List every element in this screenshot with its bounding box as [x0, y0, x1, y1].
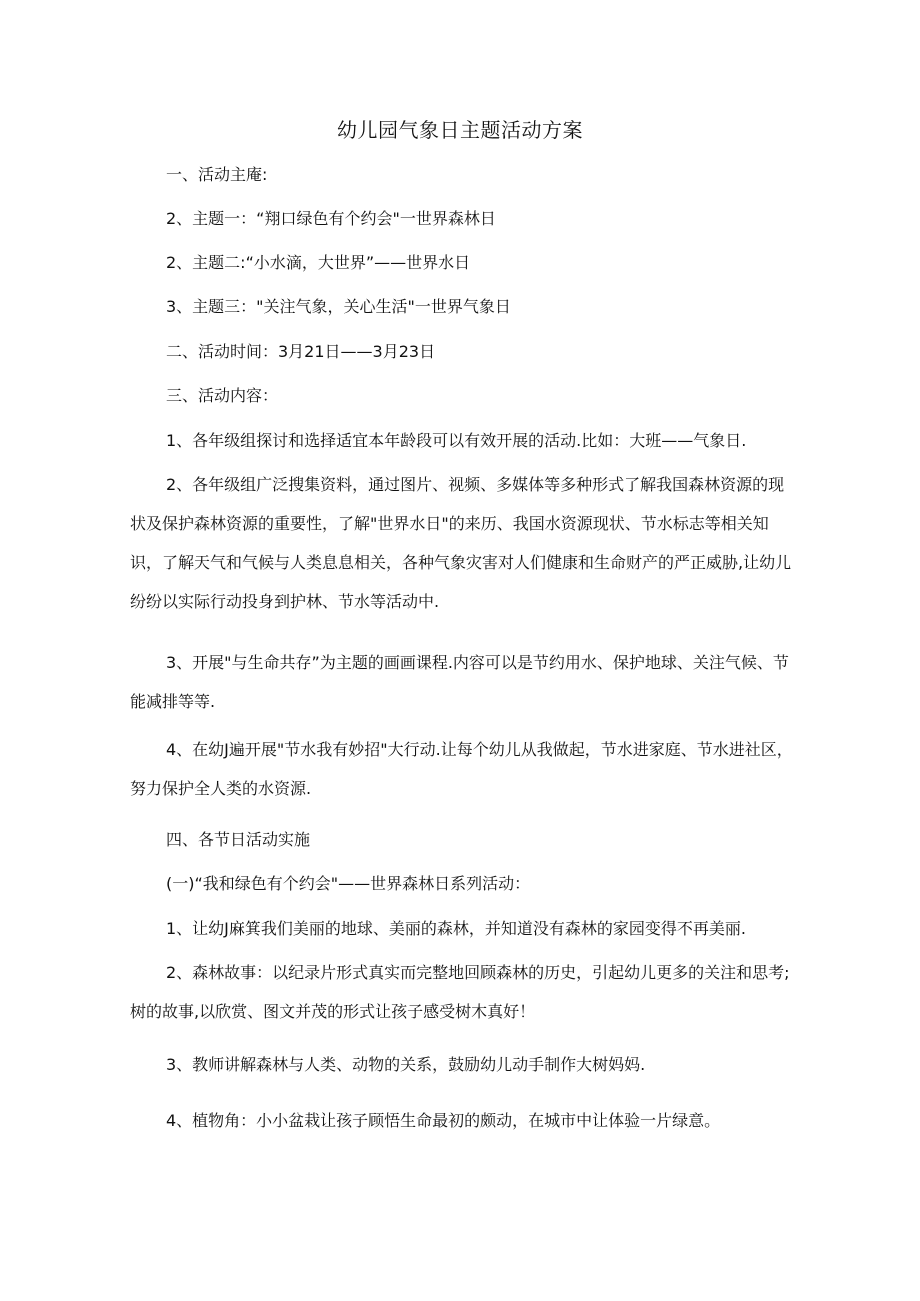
- content-paragraph-3: 3、开展"与生命共存”为主题的画画课程.内容可以是节约用水、保护地球、关注气候、节能减排等等.: [130, 653, 789, 711]
- document-title: 幼儿园气象日主题活动方案: [337, 118, 583, 142]
- section-2-heading: 二、活动时间：3月21日——3月23日: [166, 342, 436, 361]
- section-3-heading: 三、活动内容：: [166, 386, 279, 405]
- forest-activity-4: 4、植物角：小小盆栽让孩子顾悟生命最初的颇动，在城市中让体验一片绿意。: [166, 1111, 721, 1130]
- forest-activity-2: 2、森林故事：以纪录片形式真实而完整地回顾森林的历史，引起幼儿更多的关注和思考;树的故事,以欣赏、图文并茂的形式让孩子感受树木真好！: [130, 963, 790, 1021]
- theme-item-2: 2、主题二:“小水滴，大世界”——世界水日: [166, 253, 471, 272]
- forest-activity-1: 1、让幼J麻箕我们美丽的地球、美丽的森林，并知道没有森林的家园变得不再美丽.: [166, 919, 746, 938]
- section-4-heading: 四、各节日活动实施: [166, 830, 311, 849]
- theme-item-1: 2、主题一：“翔口绿色有个约会"一世界森林日: [166, 209, 496, 228]
- content-paragraph-4: 4、在幼J遍开展"节水我有妙招"大行动.让每个幼儿从我做起，节水进家庭、节水进社区，努力保护全人类的水资源.: [130, 740, 793, 798]
- theme-item-3: 3、主题三："关注气象，关心生活"一世界气象日: [166, 297, 511, 316]
- content-paragraph-2: 2、各年级组广泛搜集资料，通过图片、视频、多媒体等多种形式了解我国森林资源的现状及保护森林资源的重要性，了解"世界水日"的来历、我国水资源现状、节水标志等相关知识，了解天气和气候与人类息息相关，各种气象灾害对人们健康和生命财产的严正威胁,让幼儿纷纷以实际行动投身到护林、节水等活动中.: [130, 475, 792, 611]
- content-paragraph-1: 1、各年级组探讨和选择适宜本年龄段可以有效开展的活动.比如：大班——气象日.: [166, 431, 747, 450]
- forest-activity-3: 3、教师讲解森林与人类、动物的关系，鼓励幼儿动手制作大树妈妈.: [166, 1055, 646, 1074]
- section-1-heading: 一、活动主庵:: [166, 165, 268, 184]
- section-4-subheading-1: (一)“我和绿色有个约会"——世界森林日系列活动：: [166, 874, 531, 893]
